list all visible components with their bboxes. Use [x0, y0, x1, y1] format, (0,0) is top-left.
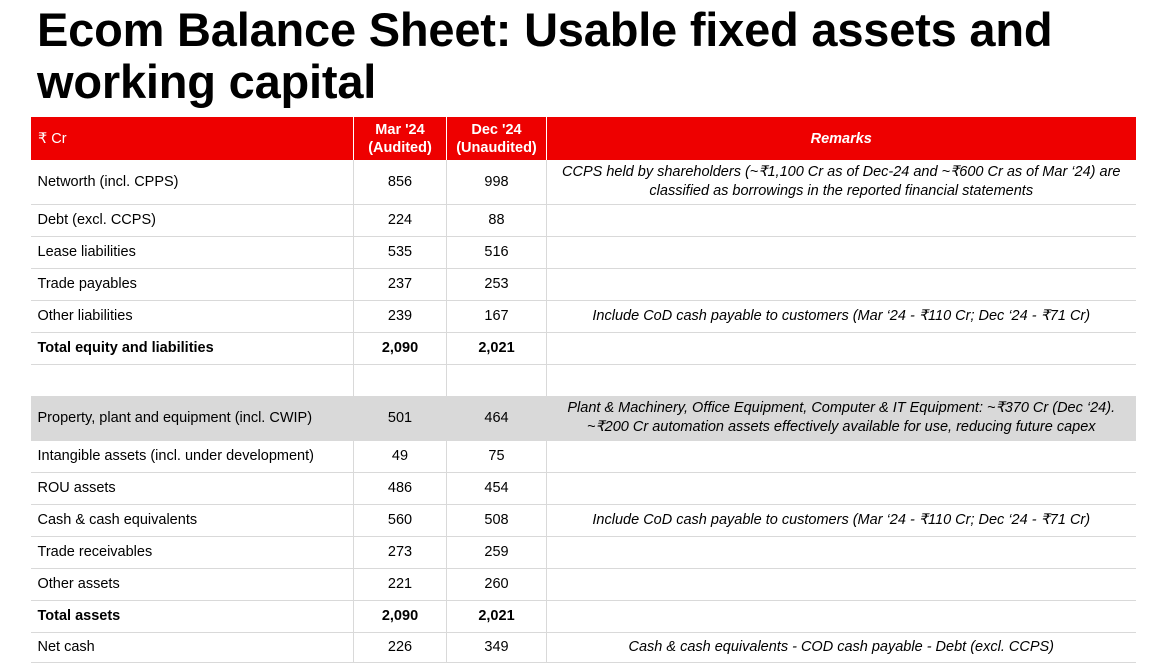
- dec24-header-status: (Unaudited): [456, 139, 537, 156]
- row-remark: [547, 536, 1136, 568]
- row-remark: Cash & cash equivalents - COD cash payable - Debt (excl. CCPS): [547, 632, 1136, 662]
- mar24-value: 237: [354, 268, 447, 300]
- table-row-lease-liabilities: [31, 236, 1136, 268]
- row-remark: Plant & Machinery, Office Equipment, Computer & IT Equipment: ~₹370 Cr (Dec ‘24). ~₹200 Cr automation assets effectively available for use, reducing future capex: [547, 396, 1136, 440]
- table-row-total-assets: [31, 600, 1136, 632]
- remarks-header: Remarks: [547, 117, 1136, 160]
- unit-header: ₹ Cr: [31, 117, 354, 160]
- dec24-header: [447, 117, 547, 160]
- mar24-value: 224: [354, 204, 447, 236]
- row-remark: CCPS held by shareholders (~₹1,100 Cr as of Dec-24 and ~₹600 Cr as of Mar ‘24) are classified as borrowings in the reported financial statements: [547, 160, 1136, 204]
- table-row-other-liabilities: [31, 300, 1136, 332]
- balance-sheet-table: [30, 117, 1136, 663]
- row-remark: [547, 364, 1136, 396]
- mar24-header-period: Mar '24: [375, 121, 425, 138]
- row-label: Trade receivables: [31, 536, 354, 568]
- row-remark: [547, 268, 1136, 300]
- mar24-value: 2,090: [354, 332, 447, 364]
- row-label: Networth (incl. CPPS): [31, 160, 354, 204]
- row-label: Cash & cash equivalents: [31, 504, 354, 536]
- table-row-rou-assets: [31, 472, 1136, 504]
- dec24-value: 253: [447, 268, 547, 300]
- dec24-value: 349: [447, 632, 547, 662]
- table-row-total-equity-liabilities: [31, 332, 1136, 364]
- dec24-value: 2,021: [447, 600, 547, 632]
- mar24-value: 239: [354, 300, 447, 332]
- row-remark: [547, 236, 1136, 268]
- row-label: Property, plant and equipment (incl. CWIP): [31, 396, 354, 440]
- row-label: Total equity and liabilities: [31, 332, 354, 364]
- mar24-value: 226: [354, 632, 447, 662]
- table-row-debt: [31, 204, 1136, 236]
- dec24-header-period: Dec '24: [471, 121, 522, 138]
- page-title: Ecom Balance Sheet: Usable fixed assets and working capital: [37, 3, 1053, 108]
- row-remark: Include CoD cash payable to customers (Mar ‘24 - ₹110 Cr; Dec ‘24 - ₹71 Cr): [547, 300, 1136, 332]
- row-label: Net cash: [31, 632, 354, 662]
- dec24-value: 454: [447, 472, 547, 504]
- mar24-value: 856: [354, 160, 447, 204]
- table-row-spacer: [31, 364, 1136, 396]
- dec24-value: 464: [447, 396, 547, 440]
- row-label: Other liabilities: [31, 300, 354, 332]
- mar24-value: [354, 364, 447, 396]
- table-row-trade-receivables: [31, 536, 1136, 568]
- table-row-ppe: [31, 396, 1136, 440]
- row-remark: [547, 204, 1136, 236]
- row-label: [31, 364, 354, 396]
- dec24-value: 260: [447, 568, 547, 600]
- table-row-trade-payables: [31, 268, 1136, 300]
- dec24-value: 516: [447, 236, 547, 268]
- dec24-value: 75: [447, 440, 547, 472]
- row-remark: [547, 568, 1136, 600]
- mar24-value: 49: [354, 440, 447, 472]
- row-remark: [547, 440, 1136, 472]
- table-header: [31, 117, 1136, 160]
- row-remark: [547, 472, 1136, 504]
- dec24-value: 508: [447, 504, 547, 536]
- dec24-value: 998: [447, 160, 547, 204]
- row-label: Trade payables: [31, 268, 354, 300]
- dec24-value: [447, 364, 547, 396]
- mar24-value: 486: [354, 472, 447, 504]
- dec24-value: 2,021: [447, 332, 547, 364]
- mar24-value: 273: [354, 536, 447, 568]
- row-label: ROU assets: [31, 472, 354, 504]
- row-remark: [547, 332, 1136, 364]
- row-label: Total assets: [31, 600, 354, 632]
- mar24-header: [354, 117, 447, 160]
- header-row: [31, 117, 1136, 160]
- dec24-value: 167: [447, 300, 547, 332]
- table-row-net-cash: [31, 632, 1136, 662]
- mar24-value: 501: [354, 396, 447, 440]
- table-row-networth: [31, 160, 1136, 204]
- row-remark: Include CoD cash payable to customers (Mar ‘24 - ₹110 Cr; Dec ‘24 - ₹71 Cr): [547, 504, 1136, 536]
- mar24-value: 560: [354, 504, 447, 536]
- row-label: Intangible assets (incl. under development): [31, 440, 354, 472]
- mar24-value: 535: [354, 236, 447, 268]
- mar24-header-status: (Audited): [368, 139, 432, 156]
- table-row-other-assets: [31, 568, 1136, 600]
- dec24-value: 259: [447, 536, 547, 568]
- row-label: Other assets: [31, 568, 354, 600]
- mar24-value: 2,090: [354, 600, 447, 632]
- table-row-cash-equivalents: [31, 504, 1136, 536]
- row-label: Debt (excl. CCPS): [31, 204, 354, 236]
- mar24-value: 221: [354, 568, 447, 600]
- row-remark: [547, 600, 1136, 632]
- table-row-intangible-assets: [31, 440, 1136, 472]
- row-label: Lease liabilities: [31, 236, 354, 268]
- dec24-value: 88: [447, 204, 547, 236]
- table-body: [31, 160, 1136, 662]
